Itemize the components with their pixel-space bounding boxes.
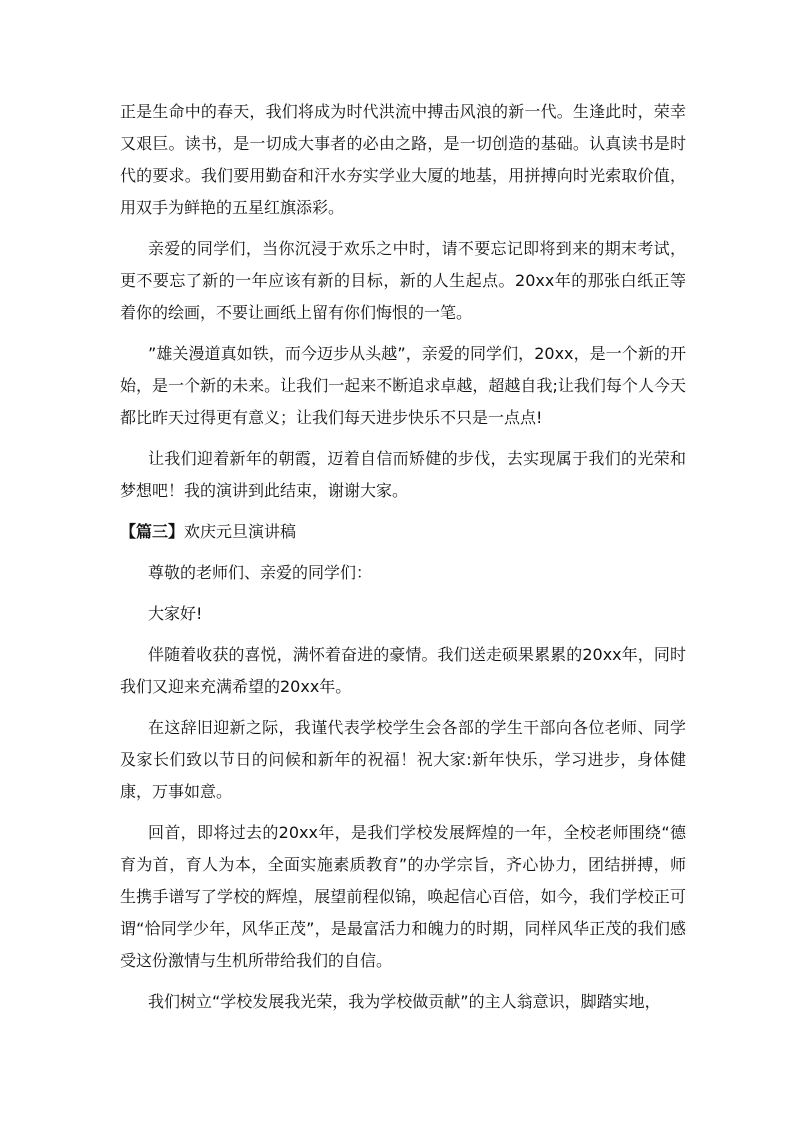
paragraph: 让我们迎着新年的朝霞，迈着自信而矫健的步伐，去实现属于我们的光荣和梦想吧！我的演讲到此结束，谢谢大家。 [120, 449, 686, 500]
document-body [120, 96, 686, 1027]
paragraph: 正是生命中的春天，我们将成为时代洪流中搏击风浪的新一代。生逢此时，荣幸又艰巨。读书，是一切成大事者的必由之路，是一切创造的基础。认真读书是时代的要求。我们要用勤奋和汗水夯实学业大厦的地基，用拼搏向时光索取价值，用双手为鲜艳的五星红旗添彩。 [120, 102, 686, 217]
paragraph: 伴随着收获的喜悦，满怀着奋进的豪情。我们送走硕果累累的20xx年，同时我们又迎来充满希望的20xx年。 [120, 645, 686, 696]
paragraph: ”雄关漫道真如铁，而今迈步从头越”，亲爱的同学们，20xx，是一个新的开始，是一个新的未来。让我们一起来不断追求卓越，超越自我;让我们每个人今天都比昨天过得更有意义；让我们每天进步快乐不只是一点点! [120, 344, 686, 427]
greeting: 大家好! [148, 604, 203, 623]
salutation: 尊敬的老师们、亲爱的同学们： [148, 563, 373, 582]
section-heading [120, 516, 686, 548]
paragraph: 在这辞旧迎新之际，我谨代表学校学生会各部的学生干部向各位老师、同学及家长们致以节日的问候和新年的祝福！祝大家:新年快乐，学习进步，身体健康，万事如意。 [120, 718, 686, 801]
paragraph: 亲爱的同学们，当你沉浸于欢乐之中时，请不要忘记即将到来的期末考试，更不要忘了新的一年应该有新的目标，新的人生起点。20xx年的那张白纸正等着你的绘画，不要让画纸上留有你们悔恨的一笔。 [120, 239, 686, 322]
paragraph: 我们树立“学校发展我光荣，我为学校做贡献”的主人翁意识，脚踏实地， [148, 992, 661, 1011]
section-heading-title: 欢庆元旦演讲稿 [184, 522, 297, 541]
paragraph: 回首，即将过去的20xx年，是我们学校发展辉煌的一年，全校老师围绕“德育为首，育人为本，全面实施素质教育”的办学宗旨，齐心协力，团结拼搏，师生携手谱写了学校的辉煌，展望前程似锦，唤起信心百倍，如今，我们学校正可谓“恰同学少年，风华正茂”，是最富活力和魄力的时期，同样风华正茂的我们感受这份激情与生机所带给我们的自信。 [120, 823, 686, 970]
section-heading-label: 【篇三】 [120, 522, 185, 541]
